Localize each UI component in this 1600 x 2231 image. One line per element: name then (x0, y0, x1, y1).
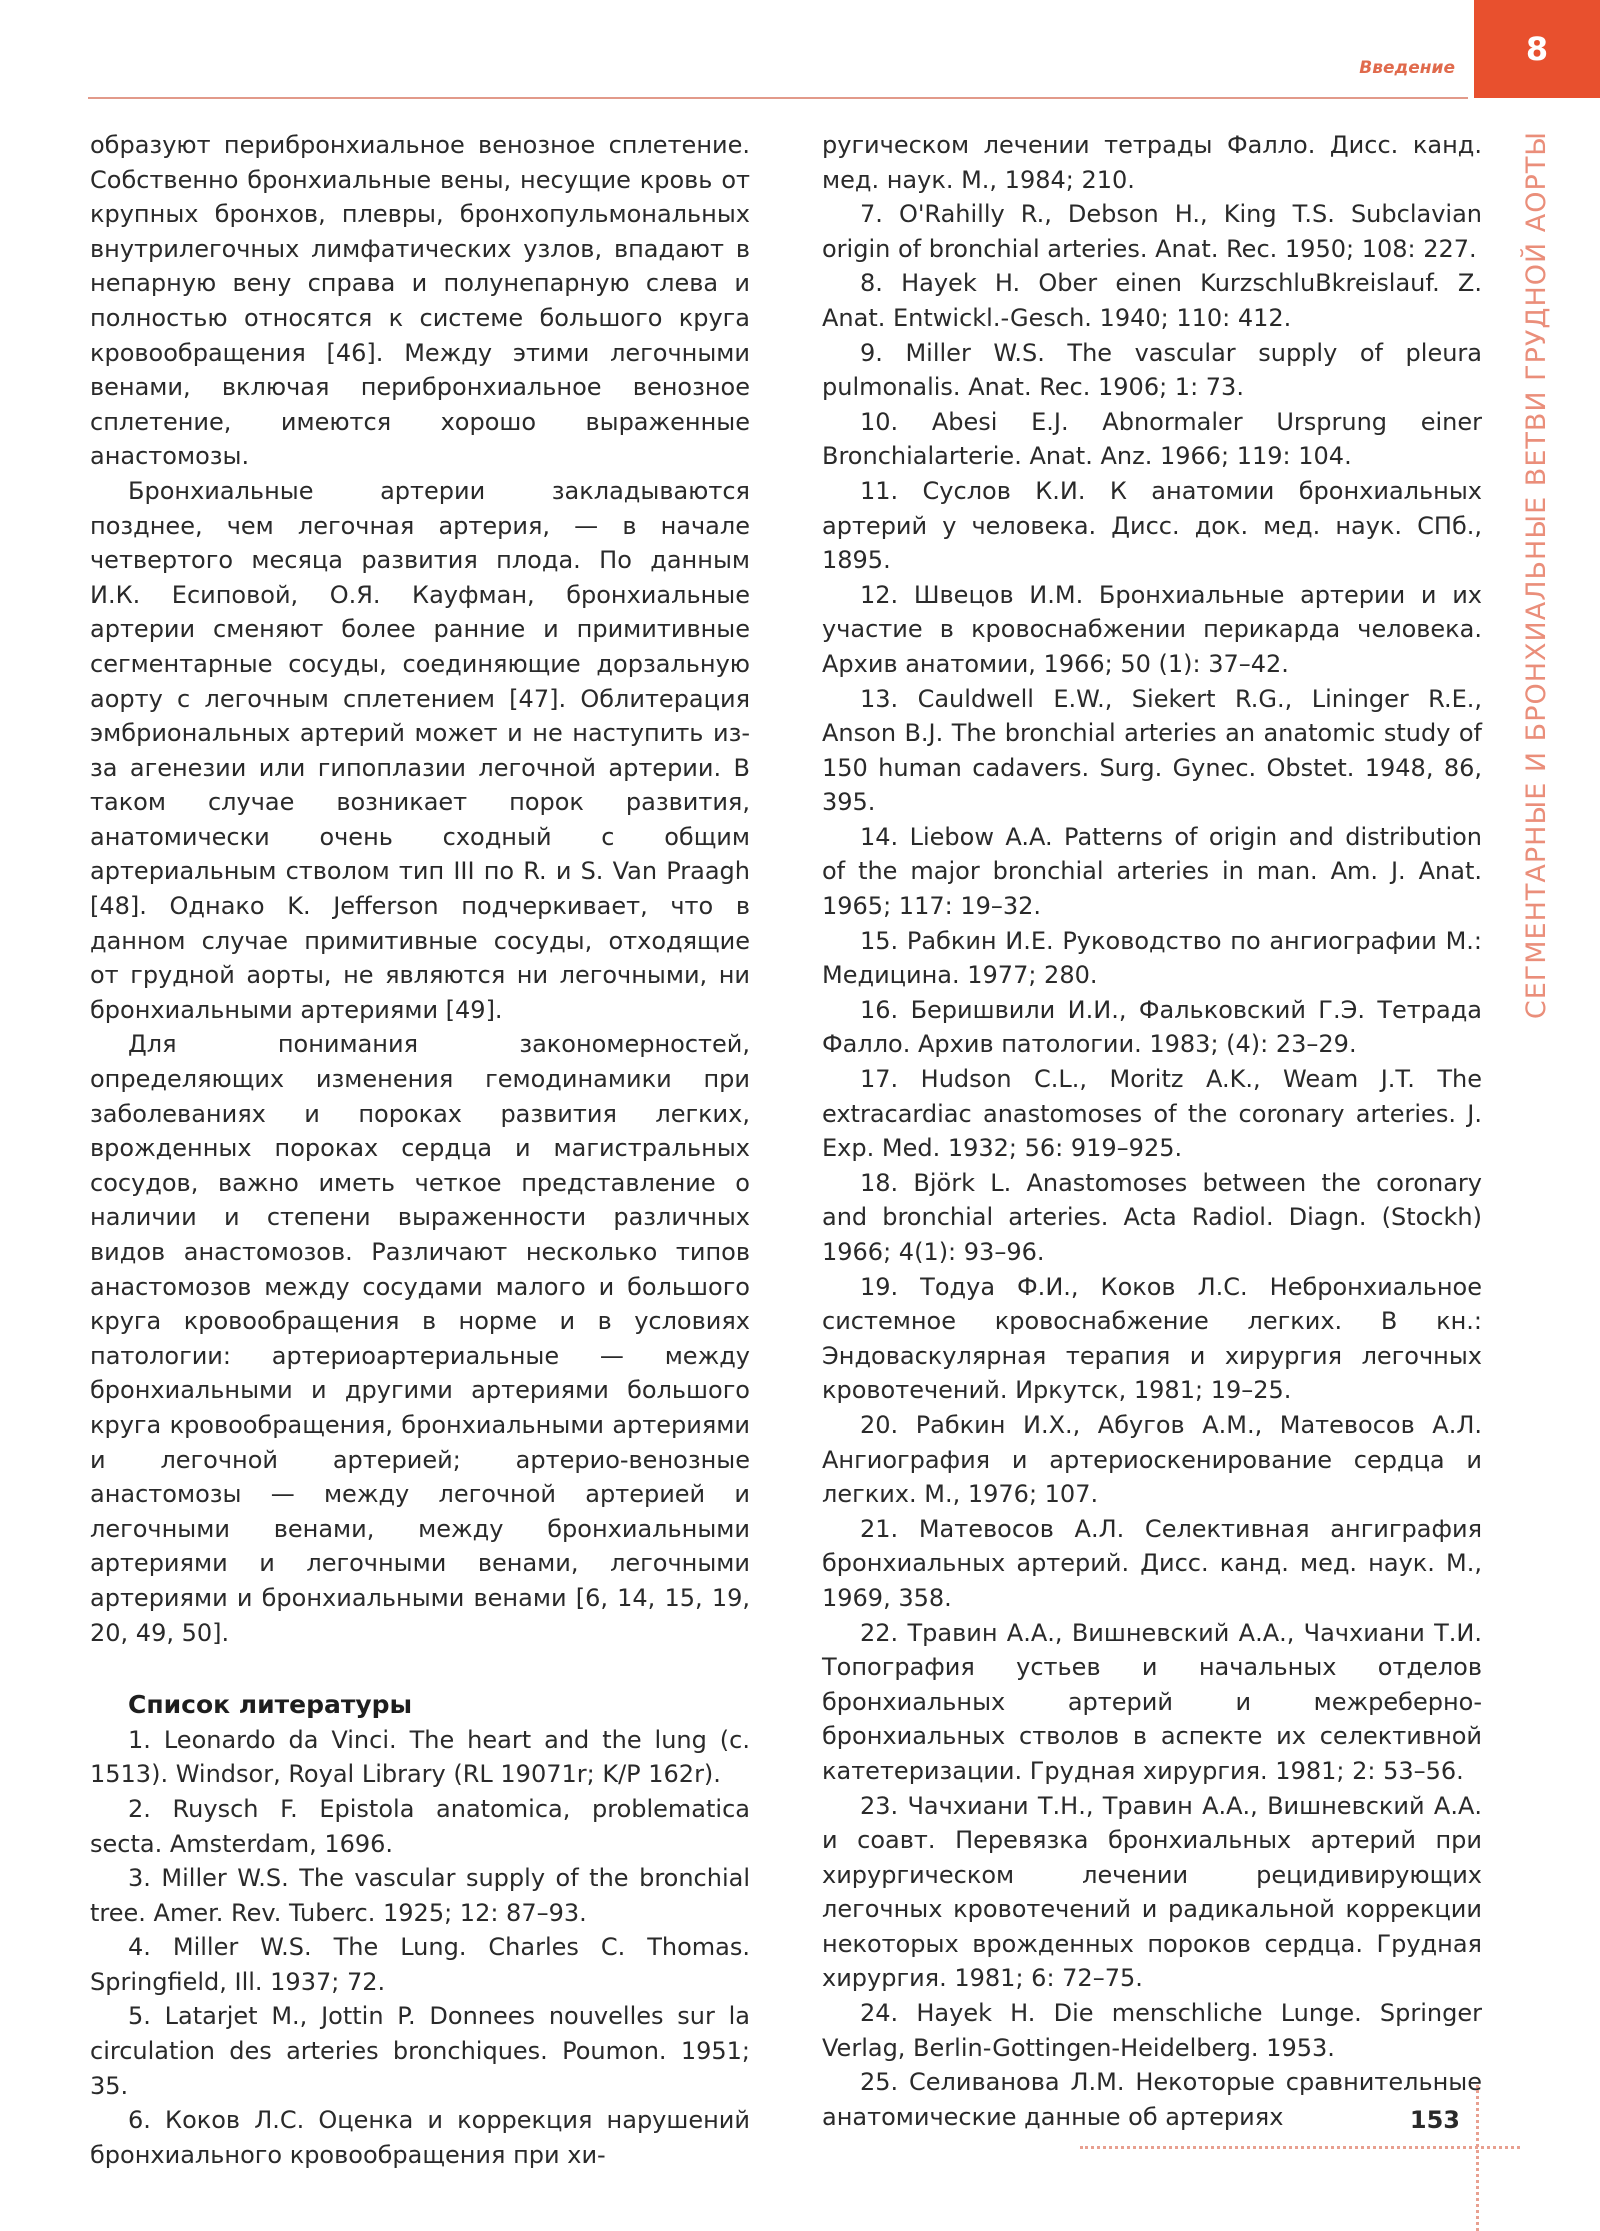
reference-item: 12. Швецов И.М. Бронхиальные артерии и их участие в кровоснабжении перикарда человека. Архив анатомии, 1966; 50 (1): 37–42. (822, 580, 1482, 678)
body-paragraph: Для понимания закономерностей, определяющих изменения гемодинамики при заболеваниях и пороках развития легких, врожденных пороках сердца и магистральных сосудов, важно иметь четкое представление о наличии и степени выраженности различных видов анастомозов. Различают несколько типов анастомозов между сосудами малого и большого круга кровообращения в норме и в условиях патологии: артериоартериальные — между бронхиальными и другими артериями большого круга кровообращения, бронхиальными артериями и легочной артерией; артерио-венозные анастомозы — между легочной артерией и легочными венами, между бронхиальными артериями и легочными венами, легочными артериями и бронхиальными венами [6, 14, 15, 19, 20, 49, 50]. (90, 1030, 750, 1647)
reference-item: ругическом лечении тетрады Фалло. Дисс. канд. мед. наук. М., 1984; 210. (822, 131, 1482, 194)
reference-item: 8. Hayek H. Ober einen KurzschluBkreislauf. Z. Anat. Entwickl.-Gesch. 1940; 110: 412. (822, 269, 1482, 332)
reference-item: 10. Abesi E.J. Abnormaler Ursprung einer Bronchialarterie. Anat. Anz. 1966; 119: 104. (822, 407, 1482, 471)
body-paragraph: образуют перибронхиальное венозное сплетение. Собственно бронхиальные вены, несущие кровь от крупных бронхов, плевры, бронхопульмональных внутрилегочных лимфатических узлов, впадают в непарную вену справа и полунепарную слева и полностью относятся к системе большого круга кровообращения [46]. Между этими легочными венами, включая перибронхиальное венозное сплетение, имеются хорошо выраженные анастомозы. (90, 131, 750, 471)
body-paragraph: Бронхиальные артерии закладываются позднее, чем легочная артерия, — в начале четвертого месяца развития плода. По данным И.К. Есиповой, О.Я. Кауфман, бронхиальные артерии сменяют более ранние и примитивные сегментарные сосуды, соединяющие дорзальную аорту с легочным сплетением [47]. Облитерация эмбриональных артерий может и не наступить из-за агенезии или гипоплазии легочной артерии. В таком случае возникает порок развития, анатомически очень сходный с общим артериальным стволом тип III по R. и S. Van Praagh [48]. Однако K. Jefferson подчеркивает, что в данном случае примитивные сосуды, отходящие от грудной аорты, не являются ни легочными, ни бронхиальными артериями [49]. (90, 476, 750, 1024)
right-column (822, 128, 1482, 2134)
reference-item: 3. Miller W.S. The vascular supply of the bronchial tree. Amer. Rev. Tuberc. 1925; 12: 87–93. (90, 1864, 750, 1927)
reference-item: 20. Рабкин И.Х., Абугов А.М., Матевосов А.Л. Ангиография и артериоскенирование сердца и легких. М., 1976; 107. (822, 1410, 1482, 1509)
reference-item: 16. Беришвили И.И., Фальковский Г.Э. Тетрада Фалло. Архив патологии. 1983; (4): 23–29. (822, 995, 1482, 1059)
reference-item: 9. Miller W.S. The vascular supply of pleura pulmonalis. Anat. Rec. 1906; 1: 73. (822, 338, 1482, 402)
reference-item: 15. Рабкин И.Е. Руководство по ангиографии М.: Медицина. 1977; 280. (822, 926, 1482, 990)
vertical-chapter-title: СЕГМЕНТАРНЫЕ И БРОНХИАЛЬНЫЕ ВЕТВИ ГРУДНОЙ АОРТЫ (1521, 130, 1552, 1020)
reference-item: 17. Hudson C.L., Moritz A.K., Weam J.T. The extracardiac anastomoses of the coronary arteries. J. Exp. Med. 1932; 56: 919–925. (822, 1065, 1482, 1163)
footer-dotted-vertical-rule (1476, 2085, 1479, 2231)
reference-item: 5. Latarjet M., Jottin P. Donnees nouvelles sur la circulation des arteries bronchiques. Poumon. 1951; 35. (90, 2002, 750, 2100)
reference-item: 23. Чачхиани Т.Н., Травин А.А., Вишневский А.А. и соавт. Перевязка бронхиальных артерий при хирургическом лечении рецидивирующих легочных кровотечений и радикальной коррекции некоторых врожденных пороков сердца. Грудная хирургия. 1981; 6: 72–75. (822, 1791, 1482, 1993)
references-heading: Список литературы (128, 1690, 413, 1720)
reference-item: 19. Тодуа Ф.И., Коков Л.С. Небронхиальное системное кровоснабжение легких. В кн.: Эндоваскулярная терапия и хирургия легочных кровотечений. Иркутск, 1981; 19–25. (822, 1272, 1482, 1405)
running-header-section: Введение (1359, 58, 1455, 78)
reference-item: 4. Miller W.S. The Lung. Charles C. Thomas. Springfield, Ill. 1937; 72. (90, 1933, 750, 1996)
reference-item: 22. Травин А.А., Вишневский А.А., Чачхиани Т.И. Топография устьев и начальных отделов бронхиальных артерий и межреберно-бронхиальных стволов в аспекте их селективной катетеризации. Грудная хирургия. 1981; 2: 53–56. (822, 1618, 1482, 1785)
reference-item: 1. Leonardo da Vinci. The heart and the lung (c. 1513). Windsor, Royal Library (RL 19071r; K/P 162r). (90, 1725, 750, 1789)
reference-item: 13. Cauldwell E.W., Siekert R.G., Lininger R.E., Anson B.J. The bronchial arteries an anatomic study of 150 human cadavers. Surg. Gynec. Obstet. 1948, 86, 395. (822, 684, 1482, 817)
chapter-number: 8 (1525, 30, 1549, 68)
left-column (90, 128, 750, 2172)
reference-item: 6. Коков Л.С. Оценка и коррекция нарушений бронхиального кровообращения при хи- (90, 2106, 750, 2169)
chapter-number-tab (1474, 0, 1600, 98)
reference-item: 2. Ruysch F. Epistola anatomica, problematica secta. Amsterdam, 1696. (90, 1794, 750, 1858)
reference-item: 24. Hayek H. Die menschliche Lunge. Springer Verlag, Berlin-Gottingen-Heidelberg. 1953. (822, 1999, 1482, 2062)
reference-item: 11. Суслов К.И. К анатомии бронхиальных артерий у человека. Дисс. док. мед. наук. СПб., 1895. (822, 476, 1482, 575)
page-number: 153 (1409, 2106, 1460, 2134)
footer-dotted-rule (1080, 2146, 1520, 2149)
reference-item: 7. O'Rahilly R., Debson H., King T.S. Subclavian origin of bronchial arteries. Anat. Rec. 1950; 108: 227. (822, 200, 1482, 263)
header-rule (88, 97, 1468, 99)
reference-item: 25. Селиванова Л.М. Некоторые сравнительные анатомические данные об артериях (822, 2068, 1482, 2131)
reference-item: 21. Матевосов А.Л. Селективная ангиграфия бронхиальных артерий. Дисс. канд. мед. наук. М., 1969, 358. (822, 1514, 1482, 1612)
reference-item: 18. Björk L. Anastomoses between the coronary and bronchial arteries. Acta Radiol. Diagn. (Stockh) 1966; 4(1): 93–96. (822, 1168, 1482, 1266)
reference-item: 14. Liebow A.A. Patterns of origin and distribution of the major bronchial arteries in man. Am. J. Anat. 1965; 117: 19–32. (822, 822, 1482, 921)
